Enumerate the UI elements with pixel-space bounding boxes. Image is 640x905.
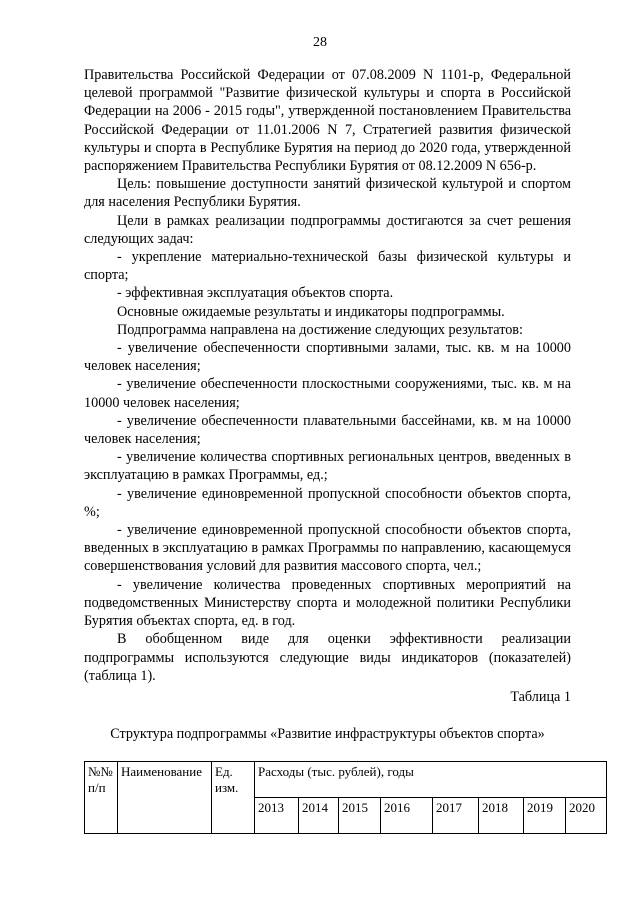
paragraph: Правительства Российской Федерации от 07.08.2009 N 1101-р, Федеральной целевой программой "Развитие физической культуры и спорта в Российской Федерации на 2006 - 2015 годы", утвержденной постановлением Правительства Российской Федерации от 11.01.2006 N 7, Стратегией развития физической культуры и спорта в Республике Бурятия на период до 2020 года, утвержденной распоряжением Правительства Республики Бурятия от 08.12.2009 N 656-р.: [84, 67, 571, 175]
list-item: - увеличение обеспеченности спортивными залами, тыс. кв. м на 10000 человек населения;: [84, 340, 571, 375]
header-cell-name: Наименование: [118, 762, 212, 834]
document-body: [84, 66, 571, 743]
list-item: - увеличение единовременной пропускной способности объектов спорта, введенных в эксплуатацию в рамках Программы по направлению, касающемуся совершенствования условий для развития массового спорта, чел.;: [84, 522, 571, 575]
paragraph: Цели в рамках реализации подпрограммы достигаются за счет решения следующих задач:: [84, 212, 571, 247]
year-cell: 2013: [255, 798, 299, 834]
year-cell: 2017: [433, 798, 479, 834]
table-header-row: [85, 762, 607, 798]
list-item: - увеличение количества проведенных спортивных мероприятий на подведомственных Министерству спорта и молодежной политики Республики Бурятия объектах спорта, ед. в год.: [84, 576, 571, 630]
year-cell: 2016: [381, 798, 433, 834]
list-item: - увеличение единовременной пропускной способности объектов спорта, %;: [84, 485, 571, 520]
header-cell-expenses: Расходы (тыс. рублей), годы: [255, 762, 607, 798]
paragraph: Подпрограмма направлена на достижение следующих результатов:: [117, 321, 523, 338]
year-cell: 2014: [299, 798, 339, 834]
header-cell-number: №№ п/п: [85, 762, 118, 834]
paragraph: Основные ожидаемые результаты и индикаторы подпрограммы.: [117, 303, 505, 320]
header-cell-unit: Ед. изм.: [212, 762, 255, 834]
list-item: - увеличение обеспеченности плоскостными сооружениями, тыс. кв. м на 10000 человек населения;: [84, 376, 571, 411]
page-number: 28: [313, 35, 327, 50]
list-item: - укрепление материально-технической базы физической культуры и спорта;: [84, 249, 571, 284]
year-cell: 2020: [566, 798, 607, 834]
expenses-table: [84, 761, 607, 834]
year-cell: 2019: [524, 798, 566, 834]
list-item: - увеличение обеспеченности плавательными бассейнами, кв. м на 10000 человек населения;: [84, 412, 571, 448]
year-cell: 2018: [479, 798, 524, 834]
table-caption: Структура подпрограммы «Развитие инфраструктуры объектов спорта»: [110, 726, 545, 743]
list-item: - увеличение количества спортивных региональных центров, введенных в эксплуатацию в рамках Программы, ед.;: [84, 449, 571, 484]
year-cell: 2015: [339, 798, 381, 834]
list-item: - эффективная эксплуатация объектов спорта.: [117, 285, 394, 302]
table-label: Таблица 1: [510, 688, 571, 705]
paragraph: В обобщенном виде для оценки эффективности реализации подпрограммы используются следующие виды индикаторов (показателей) (таблица 1).: [84, 631, 571, 684]
paragraph: Цель: повышение доступности занятий физической культурой и спортом для населения Республики Бурятия.: [84, 176, 571, 211]
